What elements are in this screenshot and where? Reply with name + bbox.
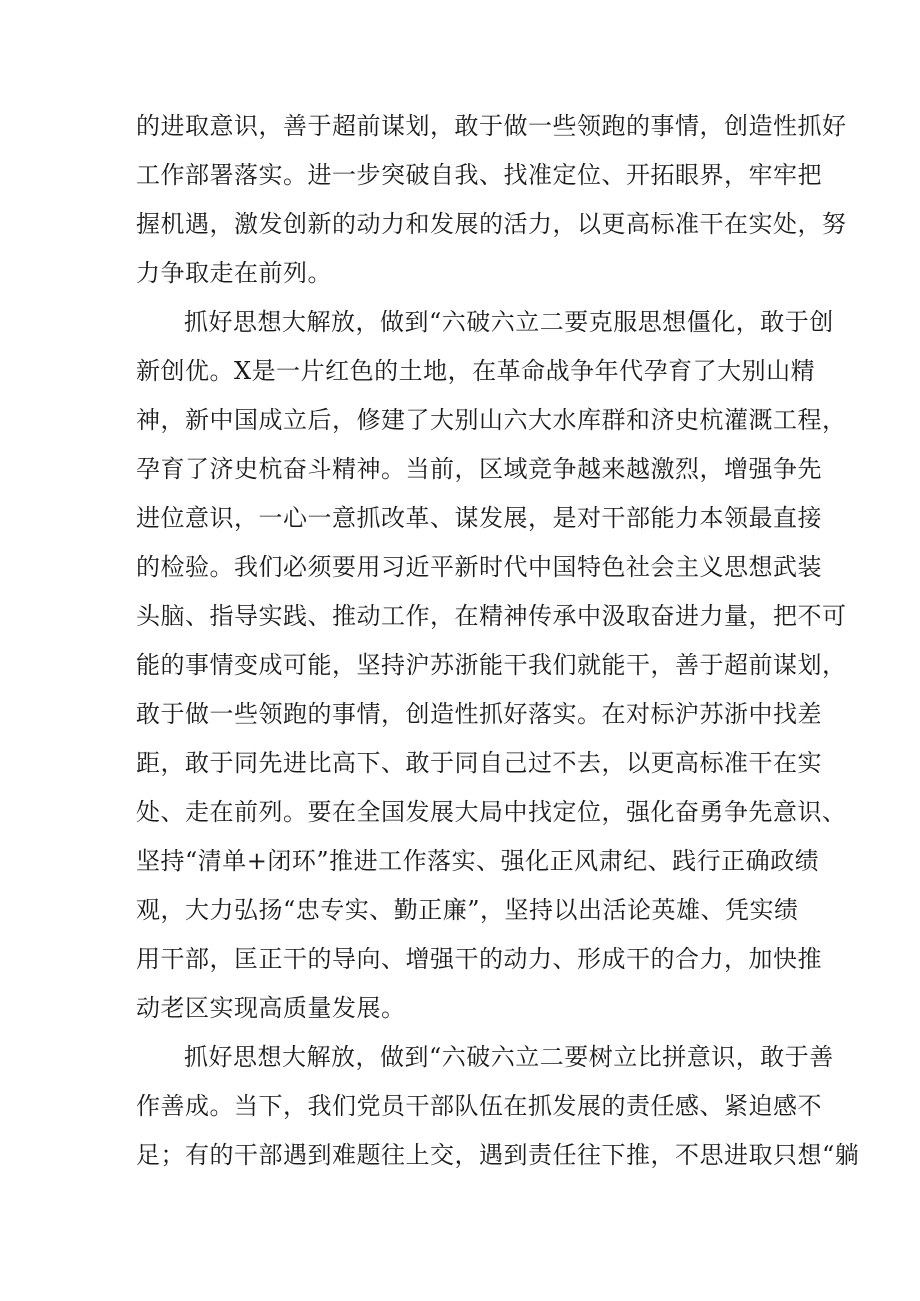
paragraph-2-line-8: 能的事情变成可能，坚持沪苏浙能干我们就能干，善于超前谋划，: [136, 651, 847, 679]
paragraph-2-line-7: 头脑、指导实践、推动工作，在精神传承中汲取奋进力量，把不可: [136, 602, 847, 630]
paragraph-1-line-2: 工作部署落实。进一步突破自我、找准定位、开拓眼界，牢牢把: [136, 161, 822, 189]
paragraph-2-line-14: 用干部，匡正干的导向、增强干的动力、形成干的合力，加快推: [136, 945, 822, 973]
paragraph-1-line-4: 力争取走在前列。: [136, 259, 332, 287]
paragraph-2-line-13: 观，大力弘扬“忠专实、勤正廉”，坚持以出活论英雄、凭实绩: [136, 896, 799, 924]
paragraph-2-line-11: 处、走在前列。要在全国发展大局中找定位，强化奋勇争先意识、: [136, 798, 847, 826]
paragraph-2-line-3: 神，新中国成立后，修建了大别山六大水库群和济史杭灌溉工程，: [136, 406, 847, 434]
paragraph-2-line-2: 新创优。X是一片红色的土地，在革命战争年代孕育了大别山精: [136, 357, 816, 385]
paragraph-2-line-9: 敢于做一些领跑的事情，创造性抓好落实。在对标沪苏浙中找差: [136, 700, 822, 728]
paragraph-2-line-4: 孕育了济史杭奋斗精神。当前，区域竞争越来越激烈，增强争先: [136, 455, 822, 483]
paragraph-3-line-1: 抓好思想大解放，做到“六破六立二要树立比拼意识，敢于善: [184, 1043, 834, 1071]
paragraph-1-line-1: 的进取意识，善于超前谋划，敢于做一些领跑的事情，创造性抓好: [136, 112, 847, 140]
paragraph-2-line-1: 抓好思想大解放，做到“六破六立二要克服思想僵化，敢于创: [184, 308, 834, 336]
paragraph-3-line-2: 作善成。当下，我们党员干部队伍在抓发展的责任感、紧迫感不: [136, 1092, 822, 1120]
paragraph-2-line-5: 进位意识，一心一意抓改革、谋发展，是对干部能力本领最直接: [136, 504, 822, 532]
paragraph-3-line-3: 足；有的干部遇到难题往上交，遇到责任往下推，不思进取只想“躺: [136, 1141, 860, 1169]
paragraph-2-line-10: 距，敢于同先进比高下、敢于同自己过不去，以更高标准干在实: [136, 749, 822, 777]
paragraph-2-line-6: 的检验。我们必须要用习近平新时代中国特色社会主义思想武装: [136, 553, 822, 581]
paragraph-2-line-12: 坚持“清单+闭环”推进工作落实、强化正风肃纪、践行正确政绩: [136, 847, 820, 875]
paragraph-2-line-15: 动老区实现高质量发展。: [136, 994, 406, 1022]
paragraph-1-line-3: 握机遇，激发创新的动力和发展的活力，以更高标准干在实处，努: [136, 210, 847, 238]
